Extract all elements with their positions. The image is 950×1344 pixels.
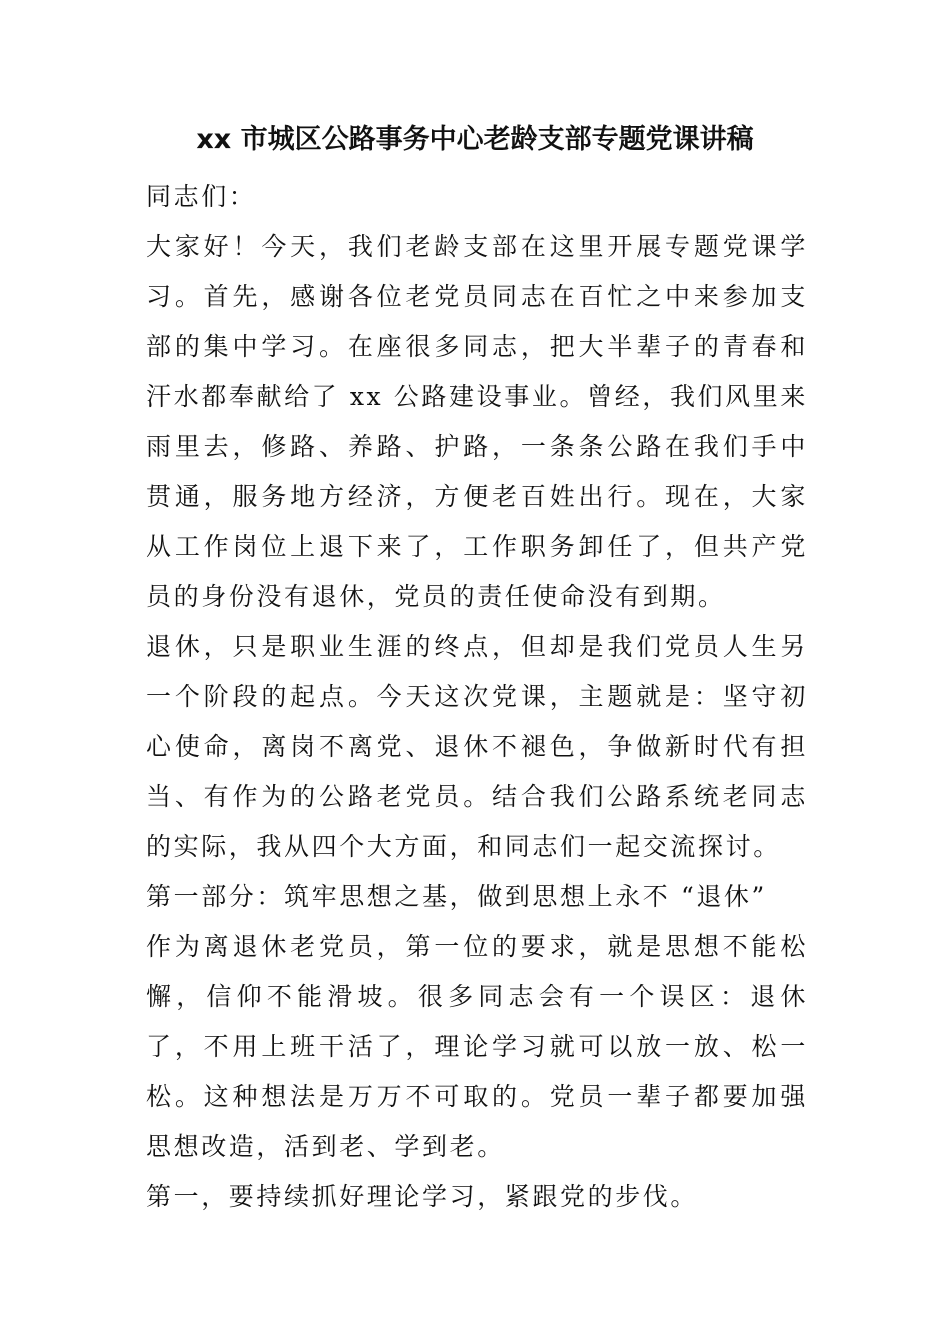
- section-one-paragraph: 作为离退休老党员，第一位的要求，就是思想不能松懈，信仰不能滑坡。很多同志会有一个误区：退休了，不用上班干活了，理论学习就可以放一放、松一松。这种想法是万万不可取的。党员一辈子都要加强思想改造，活到老、学到老。: [146, 932, 808, 1161]
- theme-paragraph: 退休，只是职业生涯的终点，但却是我们党员人生另一个阶段的起点。今天这次党课，主题就是：坚守初心使命，离岗不离党、退休不褪色，争做新时代有担当、有作为的公路老党员。结合我们公路系统老同志的实际，我从四个大方面，和同志们一起交流探讨。: [146, 632, 808, 861]
- opening-paragraph: 大家好！今天，我们老龄支部在这里开展专题党课学习。首先，感谢各位老党员同志在百忙之中来参加支部的集中学习。在座很多同志，把大半辈子的青春和汗水都奉献给了 xx 公路建设事业。曾经，我们风里来雨里去，修路、养路、护路，一条条公路在我们手中贯通，服务地方经济，方便老百姓出行。现在，大家从工作岗位上退下来了，工作职务卸任了，但共产党员的身份没有退休，党员的责任使命没有到期。: [146, 232, 808, 611]
- section-heading-part-one: 第一部分：筑牢思想之基，做到思想上永不 “退休”: [146, 882, 767, 911]
- salutation-paragraph: 同志们：: [146, 182, 257, 211]
- document-title: xx 市城区公路事务中心老龄支部专题党课讲稿: [196, 124, 754, 155]
- point-one-heading: 第一，要持续抓好理论学习，紧跟党的步伐。: [146, 1182, 699, 1211]
- document-body: [146, 172, 808, 1222]
